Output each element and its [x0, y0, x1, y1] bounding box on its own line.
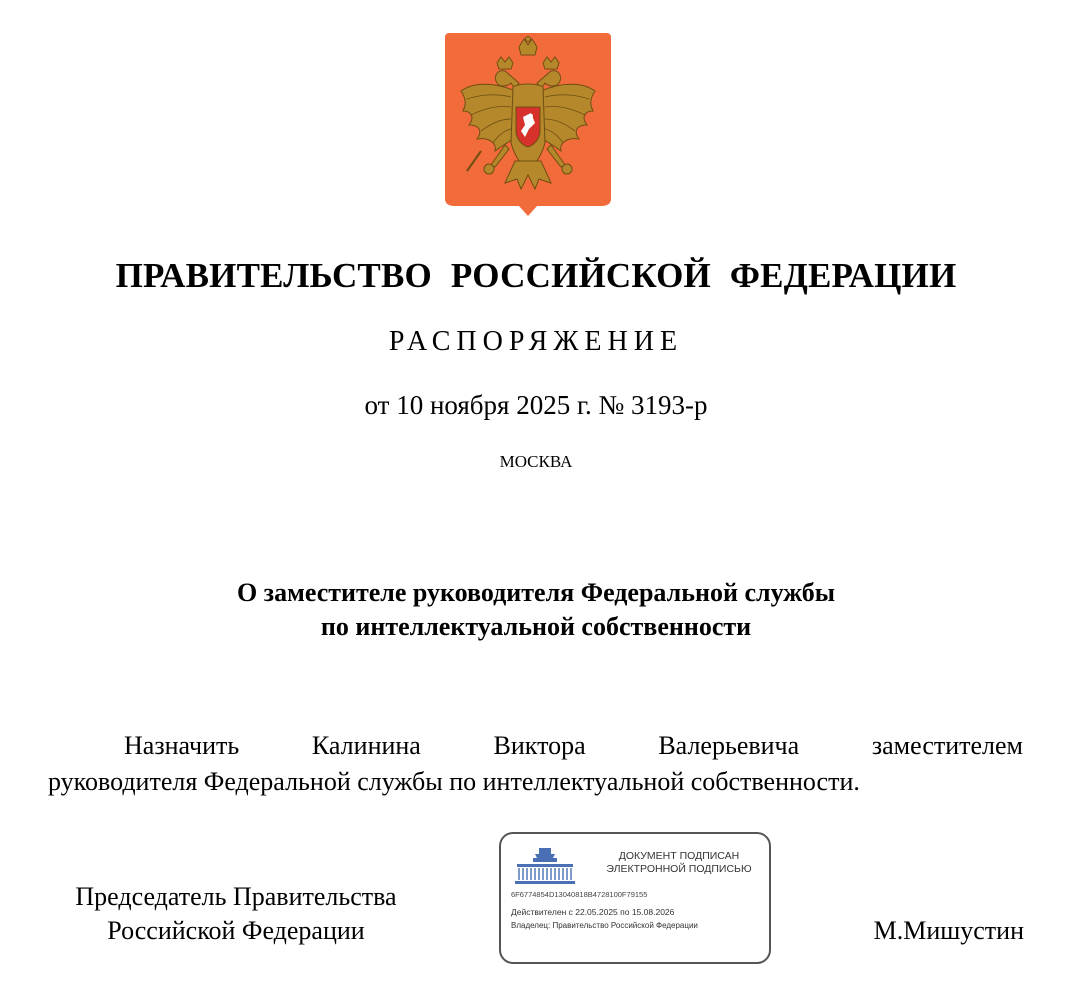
stamp-heading-line-2: ЭЛЕКТРОННОЙ ПОДПИСЬЮ — [606, 863, 752, 875]
body-line-1 — [48, 728, 1023, 764]
signatory-position-line-1: Председатель Правительства — [75, 882, 397, 911]
stamp-heading — [591, 850, 767, 876]
document-type: РАСПОРЯЖЕНИЕ — [388, 326, 684, 357]
body-line-2: руководителя Федеральной службы по интеллектуальной собственности. — [48, 767, 860, 796]
body-word: Валерьевича — [658, 731, 800, 760]
document-city: МОСКВА — [499, 452, 573, 471]
body-word: Виктора — [493, 731, 586, 760]
document-subject — [0, 576, 1072, 644]
subject-line-1: О заместителе руководителя Федеральной службы — [236, 578, 836, 607]
body-word: заместителем — [871, 731, 1024, 760]
stamp-certificate-number: 6F6774854D13040818B4728100F79155 — [511, 890, 648, 899]
stamp-owner: Владелец: Правительство Российской Федерации — [511, 921, 698, 930]
body-word: Калинина — [311, 731, 421, 760]
signatory-name: М.Мишустин — [873, 916, 1024, 945]
russian-coat-of-arms-icon — [445, 33, 611, 219]
signatory-position-line-2: Российской Федерации — [107, 916, 365, 945]
document-body — [48, 728, 1023, 800]
stamp-validity: Действителен с 22.05.2025 по 15.08.2026 — [511, 907, 675, 917]
signatory-position — [36, 880, 436, 948]
document-date-number: от 10 ноября 2025 г. № 3193-р — [364, 390, 708, 420]
stamp-heading-line-1: ДОКУМЕНТ ПОДПИСАН — [618, 850, 740, 862]
government-building-icon — [513, 846, 577, 886]
government-title: ПРАВИТЕЛЬСТВО РОССИЙСКОЙ ФЕДЕРАЦИИ — [115, 256, 957, 295]
electronic-signature-stamp — [499, 832, 771, 964]
body-word: Назначить — [124, 731, 240, 760]
subject-line-2: по интеллектуальной собственности — [320, 612, 752, 641]
